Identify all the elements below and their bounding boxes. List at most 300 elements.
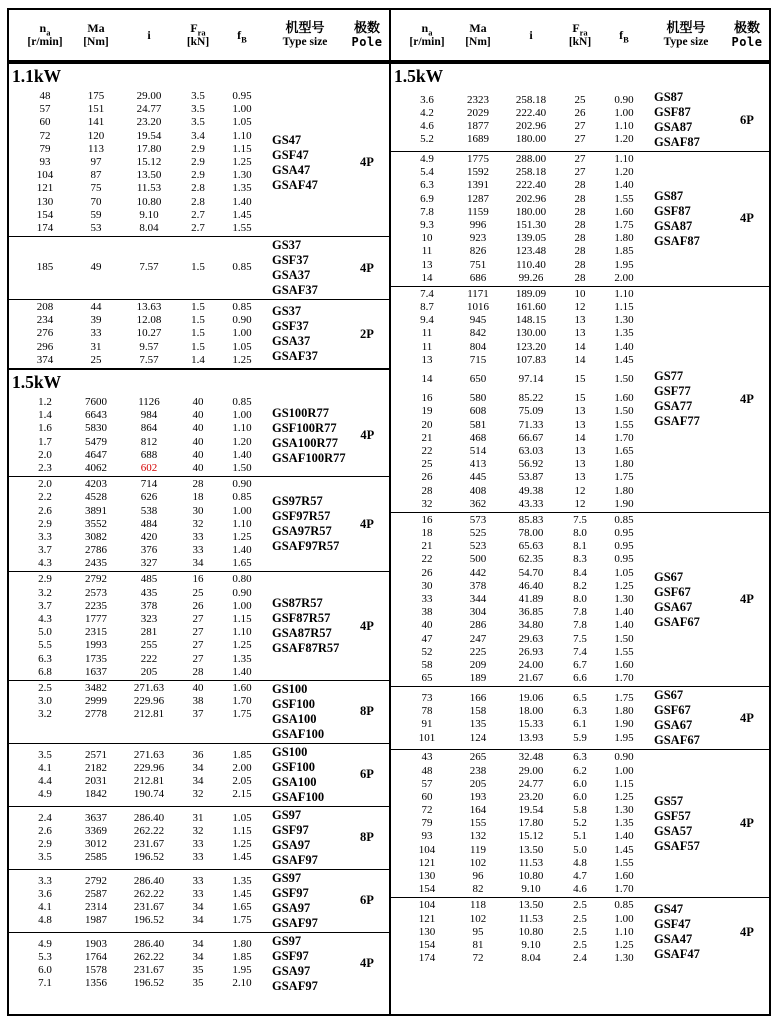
table-cell: 580 (469, 392, 487, 405)
table-cell: 231.67 (133, 900, 165, 913)
table-cell: 151 (87, 103, 105, 116)
type-size-name: GSF97 (272, 822, 309, 837)
pole-label: 6P (360, 893, 374, 908)
col-header-service-factor (219, 28, 265, 45)
table-cell: 33 (192, 887, 204, 900)
table-row (19, 143, 265, 156)
table-cell: 826 (469, 245, 487, 258)
table-cell: 57 (39, 103, 51, 116)
table-cell: 5479 (85, 435, 107, 448)
table-cell: 288.00 (515, 153, 547, 165)
table-cell: 6.0 (573, 777, 587, 790)
table-cell: 43 (421, 751, 433, 764)
type-size-name: GSF100 (272, 759, 316, 774)
table-cell: 1.15 (232, 142, 252, 155)
table-cell: 1.15 (232, 613, 252, 625)
table-cell: 14 (421, 271, 433, 284)
table-cell: 2.6 (38, 504, 52, 517)
pole-label: 4P (740, 211, 754, 226)
table-row (401, 153, 647, 166)
type-size-name: GSA37 (272, 268, 311, 283)
table-cell: 1.00 (232, 409, 252, 422)
table-cell: 7.8 (573, 606, 587, 619)
table-cell: 25 (574, 93, 586, 106)
table-cell: 286 (469, 619, 487, 632)
type-size-list (265, 494, 345, 554)
table-cell: 0.85 (614, 899, 634, 912)
table-row (401, 705, 647, 718)
table-cell: 11.53 (136, 182, 162, 195)
type-size-name: GSAF77 (654, 414, 700, 429)
table-cell: 40 (192, 461, 204, 474)
table-row (19, 775, 265, 788)
spec-group (9, 680, 389, 743)
type-size-name: GS57 (654, 793, 684, 808)
type-size-list (265, 406, 346, 466)
type-size-name: GSA47 (272, 162, 311, 177)
table-row (19, 116, 265, 129)
table-cell: 46.40 (518, 579, 544, 592)
table-row (401, 314, 647, 327)
table-row (19, 354, 265, 367)
table-cell: 99.26 (518, 271, 544, 284)
table-cell: 11 (421, 340, 433, 353)
table-row (401, 498, 647, 511)
table-row (401, 619, 647, 632)
table-row (401, 580, 647, 593)
table-cell: 1.50 (232, 461, 252, 474)
table-row (401, 373, 647, 386)
type-size-name: GSA87 (654, 218, 693, 233)
table-cell: 7.1 (38, 977, 52, 990)
table-cell: 29.63 (518, 632, 544, 645)
type-size-name: GSF100 (272, 696, 316, 711)
spec-group (9, 571, 389, 680)
pole-label: 4P (740, 592, 754, 607)
table-cell: 1.75 (614, 691, 634, 704)
type-size-name: GSAF97 (272, 852, 318, 867)
table-row (401, 327, 647, 340)
table-row (19, 666, 265, 679)
table-cell: 25 (90, 353, 102, 366)
table-cell: 7.4 (573, 645, 587, 658)
table-cell: 32.48 (518, 751, 544, 764)
table-cell: 286.40 (133, 874, 165, 887)
spec-group (391, 286, 769, 512)
table-cell: 151.30 (515, 218, 547, 231)
spec-group (9, 395, 389, 476)
table-cell: 4.6 (573, 883, 587, 896)
table-cell: 30 (192, 504, 204, 517)
table-cell: 276 (36, 327, 54, 340)
table-cell: 1.45 (232, 851, 252, 864)
table-cell: 2786 (85, 544, 107, 557)
table-cell: 3.5 (191, 90, 205, 102)
spec-group (391, 512, 769, 686)
table-cell: 1.25 (232, 639, 252, 652)
table-cell: 2314 (85, 900, 107, 913)
type-size-name: GSA97 (272, 900, 311, 915)
table-cell: 107.83 (515, 353, 547, 366)
table-cell: 33 (192, 837, 204, 850)
table-row (401, 219, 647, 232)
table-cell: 189.09 (515, 287, 547, 300)
table-row (401, 791, 647, 804)
type-size-name: GSF97 (272, 885, 309, 900)
type-size-name: GSAF100R77 (272, 450, 346, 465)
table-cell: 1.25 (232, 837, 252, 850)
table-row (401, 107, 647, 120)
table-cell: 1689 (467, 133, 489, 146)
table-cell: 608 (469, 405, 487, 418)
table-row (401, 732, 647, 745)
table-row (401, 259, 647, 272)
type-size-name: GSF57 (654, 808, 691, 823)
table-row (401, 926, 647, 939)
type-size-list (265, 934, 345, 994)
table-cell: 155 (469, 817, 487, 830)
col-header-main-label: Ma (469, 21, 487, 35)
table-cell: 31 (192, 811, 204, 824)
table-cell: 19.06 (518, 691, 544, 704)
type-size-name: GS87R57 (272, 596, 323, 611)
table-cell: 1.25 (614, 938, 634, 951)
table-cell: 0.95 (614, 553, 634, 566)
col-header-sub-label: Type size (663, 36, 709, 48)
type-size-name: GSF87 (654, 203, 691, 218)
table-cell: 262.22 (133, 950, 165, 963)
table-cell: 1.00 (232, 103, 252, 116)
table-cell: 1.40 (614, 619, 634, 632)
table-cell: 174 (36, 221, 54, 234)
type-size-name: GSA67 (654, 718, 693, 733)
table-cell: 1.70 (614, 672, 634, 685)
table-cell: 435 (140, 586, 158, 599)
table-cell: 27 (192, 626, 204, 639)
type-size-name: GS97 (272, 933, 302, 948)
table-cell: 28 (574, 258, 586, 271)
table-row (401, 913, 647, 926)
table-cell: 1.00 (232, 599, 252, 612)
data-rows (19, 90, 265, 235)
table-cell: 8.04 (139, 221, 159, 234)
data-rows (19, 301, 265, 367)
table-cell: 327 (140, 557, 158, 570)
table-cell: 205 (469, 777, 487, 790)
table-cell: 2573 (85, 586, 107, 599)
table-cell: 65.63 (518, 540, 544, 553)
table-cell: 174 (418, 952, 436, 965)
col-header-main-label: 机型号 (666, 20, 706, 35)
table-cell: 23.20 (518, 790, 544, 803)
table-row (19, 938, 265, 951)
table-cell: 3.7 (38, 544, 52, 557)
type-size-name: GSAF37 (272, 283, 318, 298)
table-row (19, 341, 265, 354)
table-cell: 110.40 (516, 258, 546, 271)
table-cell: 17.80 (136, 142, 162, 155)
table-cell: 14 (421, 373, 433, 385)
table-row (401, 883, 647, 896)
type-size-list (647, 570, 725, 630)
table-cell: 16 (421, 513, 433, 526)
table-cell: 864 (140, 422, 158, 435)
table-row (401, 692, 647, 705)
table-cell: 1.10 (614, 287, 634, 300)
table-cell: 31 (90, 340, 102, 353)
table-cell: 413 (469, 458, 487, 471)
table-cell: 121 (36, 182, 54, 195)
table-cell: 1.25 (614, 579, 634, 592)
type-size-name: GS67 (654, 569, 684, 584)
table-cell: 154 (418, 938, 436, 951)
table-cell: 9.57 (139, 340, 159, 353)
col-header-main-label: $f_B$ (619, 28, 629, 45)
table-cell: 28 (574, 271, 586, 284)
table-cell: 1.10 (614, 153, 634, 165)
table-cell: 164 (469, 804, 487, 817)
table-cell: 8.4 (573, 566, 587, 579)
table-cell: 11 (421, 327, 433, 340)
table-cell: 34 (192, 900, 204, 913)
table-cell: 1.95 (614, 731, 634, 744)
table-cell: 842 (469, 327, 487, 340)
table-cell: 0.80 (232, 573, 252, 586)
table-cell: 231.67 (133, 837, 165, 850)
table-cell: 2029 (467, 106, 489, 119)
table-cell: 6.7 (573, 658, 587, 671)
table-cell: 5.5 (38, 639, 52, 652)
table-cell: 14 (574, 353, 586, 366)
table-cell: 0.95 (232, 90, 252, 102)
table-row (401, 471, 647, 484)
table-cell: 2.2 (38, 491, 52, 504)
type-size-name: GSAF47 (272, 177, 318, 192)
table-cell: 15 (574, 373, 586, 385)
table-row (19, 951, 265, 964)
table-cell: 1171 (467, 287, 489, 300)
table-row (401, 458, 647, 471)
col-header-sub-label: Type size (282, 36, 328, 48)
table-row (19, 462, 265, 475)
table-cell: 1578 (85, 963, 107, 976)
type-size-name: GSA97R57 (272, 524, 332, 539)
table-cell: 21 (421, 431, 433, 444)
table-cell: 2.8 (191, 195, 205, 208)
table-cell: 82 (472, 883, 484, 896)
type-size-name: GSA97 (272, 837, 311, 852)
table-cell: 27 (574, 133, 586, 146)
table-row (401, 540, 647, 553)
table-cell: 3.7 (38, 599, 52, 612)
table-row (19, 314, 265, 327)
data-rows (19, 478, 265, 570)
table-cell: 4.6 (420, 120, 434, 132)
table-cell: 1.55 (614, 645, 634, 658)
table-cell: 1.60 (614, 205, 634, 218)
table-cell: 0.85 (232, 396, 252, 408)
table-cell: 5.8 (573, 804, 587, 817)
table-row (401, 567, 647, 580)
type-size-list (265, 808, 345, 868)
table-cell: 24.00 (518, 658, 544, 671)
table-cell: 1.75 (232, 708, 252, 721)
table-cell: 2323 (467, 93, 489, 106)
table-row (401, 514, 647, 527)
table-cell: 29.00 (136, 90, 162, 102)
table-cell: 3637 (85, 811, 107, 824)
table-cell: 2435 (85, 557, 107, 570)
table-cell: 19 (421, 405, 433, 418)
type-size-list (265, 133, 345, 193)
table-cell: 40 (421, 619, 433, 632)
data-rows (401, 153, 647, 285)
table-cell: 18 (192, 491, 204, 504)
table-cell: 102 (469, 912, 487, 925)
table-cell: 21.67 (518, 672, 544, 685)
table-cell: 0.90 (232, 478, 252, 491)
type-size-list (265, 871, 345, 931)
table-cell: 72 (39, 129, 51, 142)
table-cell: 212.81 (133, 774, 165, 787)
table-cell: 38 (192, 695, 204, 708)
table-cell: 6.0 (573, 790, 587, 803)
table-cell: 22 (421, 553, 433, 566)
type-size-name: GS47 (272, 132, 302, 147)
type-size-name: GSA100R77 (272, 435, 338, 450)
table-cell: 0.90 (232, 314, 252, 327)
table-cell: 1.75 (232, 914, 252, 927)
table-cell: 72 (472, 952, 484, 965)
table-row (19, 914, 265, 927)
table-cell: 78 (421, 705, 433, 718)
table-cell: 2571 (85, 748, 107, 761)
table-row (401, 272, 647, 285)
table-cell: 32 (421, 497, 433, 510)
table-cell: 33 (421, 593, 433, 605)
data-rows (19, 573, 265, 679)
pole-label: 4P (740, 816, 754, 831)
table-cell: 1.30 (614, 593, 634, 605)
table-cell: 1.85 (614, 245, 634, 258)
table-cell: 48 (421, 764, 433, 777)
table-cell: 141 (87, 116, 105, 129)
table-cell: 13 (574, 327, 586, 340)
table-cell: 1.15 (614, 777, 634, 790)
table-row (19, 449, 265, 462)
col-header-main-label: i (147, 28, 151, 42)
table-cell: 3012 (85, 837, 107, 850)
table-cell: 3.3 (38, 874, 52, 887)
spec-table-right-half (389, 10, 769, 1014)
table-cell: 1.80 (614, 458, 634, 471)
table-cell: 13 (574, 458, 586, 471)
table-cell: 1.55 (232, 221, 252, 234)
table-row (19, 653, 265, 666)
type-size-list (265, 238, 345, 298)
table-cell: 8.2 (573, 579, 587, 592)
table-cell: 2.5 (38, 681, 52, 694)
table-cell: 196.52 (133, 851, 165, 864)
table-cell: 15 (574, 392, 586, 405)
table-row (19, 977, 265, 990)
table-cell: 234 (36, 314, 54, 327)
table-cell: 1159 (467, 205, 489, 218)
table-cell: 6.3 (38, 652, 52, 665)
table-cell: 4.3 (38, 613, 52, 625)
table-cell: 525 (469, 527, 487, 540)
table-cell: 2235 (85, 599, 107, 612)
table-cell: 2.5 (573, 925, 587, 938)
table-row (19, 708, 265, 721)
table-cell: 2587 (85, 887, 107, 900)
table-cell: 19.54 (136, 129, 162, 142)
table-cell: 1.85 (232, 950, 252, 963)
table-cell: 2.15 (232, 788, 252, 801)
table-cell: 0.85 (232, 301, 252, 314)
table-cell: 16 (192, 573, 204, 586)
table-cell: 10.80 (136, 195, 162, 208)
table-cell: 3.6 (420, 93, 434, 106)
col-header-speed (401, 21, 453, 49)
table-cell: 229.96 (133, 695, 165, 708)
table-cell: 13.50 (518, 899, 544, 912)
table-cell: 123.48 (515, 245, 547, 258)
table-cell: 40 (192, 422, 204, 435)
table-cell: 2.9 (38, 517, 52, 530)
table-cell: 4.4 (38, 774, 52, 787)
table-cell: 0.95 (614, 527, 634, 540)
table-cell: 25 (421, 458, 433, 471)
table-cell: 34 (192, 774, 204, 787)
table-cell: 1987 (85, 914, 107, 927)
col-header-main-label: 极数 (733, 20, 760, 35)
table-cell: 1.45 (232, 887, 252, 900)
table-cell: 1.40 (232, 665, 252, 678)
table-cell: 8.0 (573, 593, 587, 605)
table-cell: 65 (421, 672, 433, 685)
table-cell: 3.5 (191, 103, 205, 116)
table-cell: 5.1 (573, 830, 587, 843)
table-cell: 35 (192, 963, 204, 976)
table-cell: 4.9 (420, 153, 434, 165)
table-cell: 258.18 (515, 166, 547, 179)
table-cell: 4.1 (38, 761, 52, 774)
table-cell: 1.75 (614, 218, 634, 231)
power-section-1-5kw (9, 368, 389, 995)
table-cell: 70 (90, 195, 102, 208)
table-cell: 468 (469, 431, 487, 444)
table-cell: 26 (421, 471, 433, 484)
pole-label: 4P (740, 924, 754, 939)
table-cell: 1.80 (614, 232, 634, 245)
table-cell: 113 (87, 142, 105, 155)
spec-group (9, 743, 389, 806)
section-title: 1.1kW (9, 62, 389, 89)
table-cell: 104 (418, 843, 436, 856)
pole-label: 4P (360, 155, 374, 170)
type-size-name: GSAF67 (654, 733, 700, 748)
table-cell: 1.00 (232, 504, 252, 517)
table-cell: 1356 (85, 977, 107, 990)
table-cell: 33 (90, 327, 102, 340)
table-cell: 154 (418, 883, 436, 896)
type-size-name: GS67 (654, 688, 684, 703)
table-cell: 1.80 (232, 937, 252, 950)
table-cell: 1.25 (232, 155, 252, 168)
type-size-name: GSA87R57 (272, 626, 332, 641)
table-cell: 27 (574, 166, 586, 179)
